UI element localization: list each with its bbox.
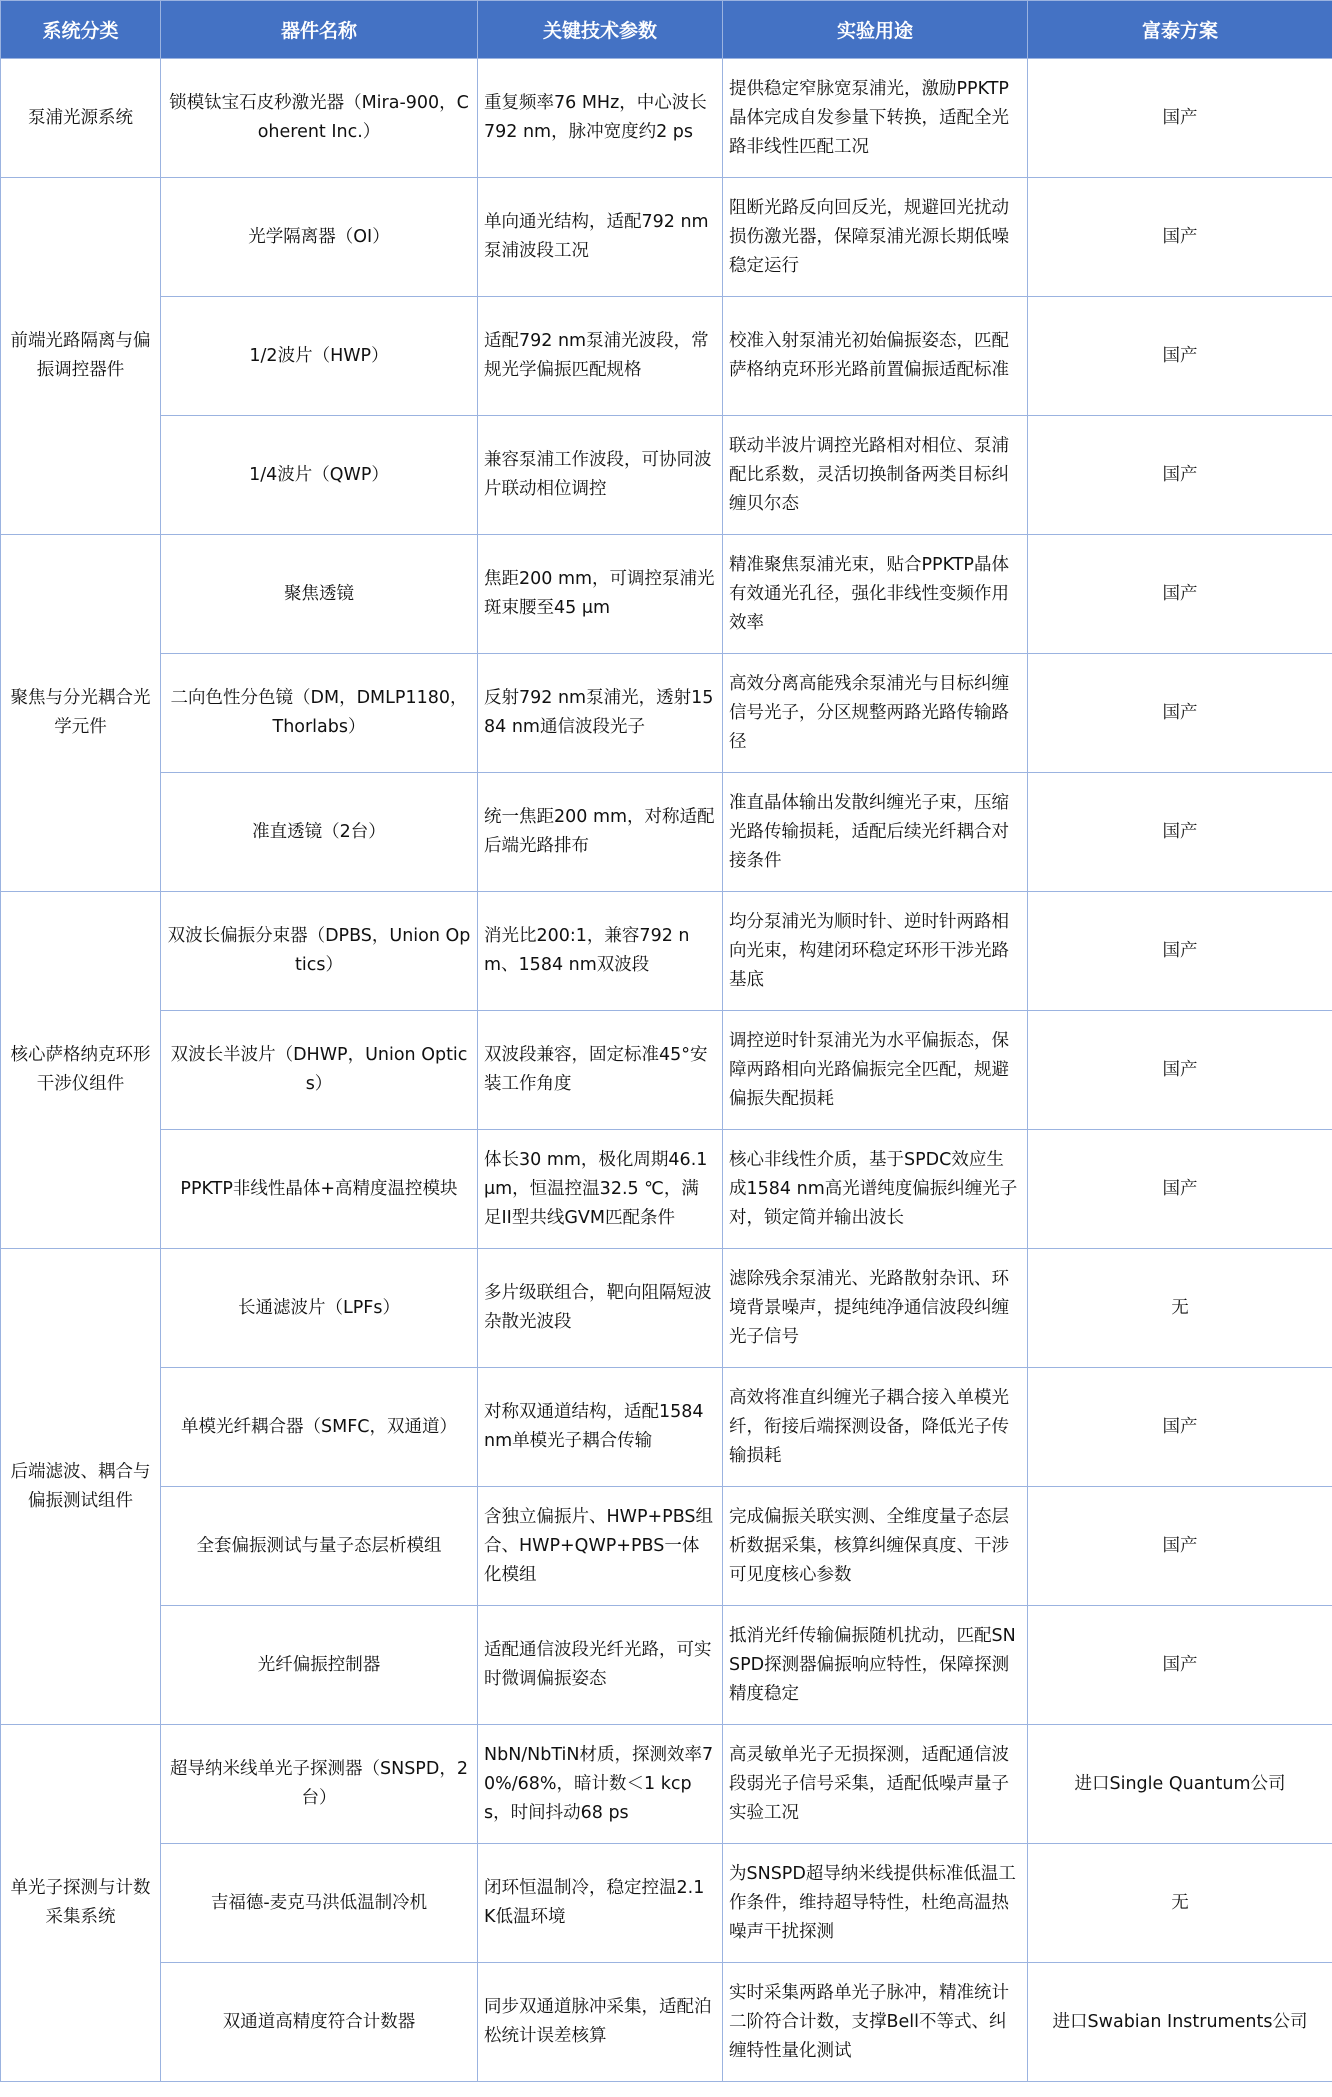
params-cell: 双波段兼容，固定标准45°安装工作角度 xyxy=(478,1011,723,1130)
device-name-cell: 双波长半波片（DHWP，Union Optics） xyxy=(161,1011,478,1130)
params-cell: 统一焦距200 mm，对称适配后端光路排布 xyxy=(478,773,723,892)
category-cell: 聚焦与分光耦合光学元件 xyxy=(1,535,161,892)
plan-cell: 国产 xyxy=(1028,59,1332,178)
usage-cell: 阻断光路反向回反光，规避回光扰动损伤激光器，保障泵浦光源长期低噪稳定运行 xyxy=(723,178,1028,297)
table-row xyxy=(1,1249,1332,1368)
table-row xyxy=(1,1725,1332,1844)
params-cell: 适配通信波段光纤光路，可实时微调偏振姿态 xyxy=(478,1606,723,1725)
plan-cell: 国产 xyxy=(1028,773,1332,892)
usage-cell: 完成偏振关联实测、全维度量子态层析数据采集，核算纠缠保真度、干涉可见度核心参数 xyxy=(723,1487,1028,1606)
table-row xyxy=(1,1487,1332,1606)
plan-cell: 国产 xyxy=(1028,1130,1332,1249)
params-cell: 重复频率76 MHz，中心波长792 nm，脉冲宽度约2 ps xyxy=(478,59,723,178)
usage-cell: 抵消光纤传输偏振随机扰动，匹配SNSPD探测器偏振响应特性，保障探测精度稳定 xyxy=(723,1606,1028,1725)
table-row xyxy=(1,416,1332,535)
plan-cell: 国产 xyxy=(1028,1606,1332,1725)
table-row xyxy=(1,1130,1332,1249)
header-device-name: 器件名称 xyxy=(161,1,478,59)
header-usage: 实验用途 xyxy=(723,1,1028,59)
usage-cell: 为SNSPD超导纳米线提供标准低温工作条件，维持超导特性，杜绝高温热噪声干扰探测 xyxy=(723,1844,1028,1963)
device-name-cell: 1/2波片（HWP） xyxy=(161,297,478,416)
usage-cell: 核心非线性介质，基于SPDC效应生成1584 nm高光谱纯度偏振纠缠光子对，锁定简并输出波长 xyxy=(723,1130,1028,1249)
usage-cell: 联动半波片调控光路相对相位、泵浦配比系数，灵活切换制备两类目标纠缠贝尔态 xyxy=(723,416,1028,535)
category-cell: 后端滤波、耦合与偏振测试组件 xyxy=(1,1249,161,1725)
header-row xyxy=(1,1,1332,59)
table-row xyxy=(1,178,1332,297)
device-name-cell: 光学隔离器（OI） xyxy=(161,178,478,297)
params-cell: 对称双通道结构，适配1584 nm单模光子耦合传输 xyxy=(478,1368,723,1487)
header-key-params: 关键技术参数 xyxy=(478,1,723,59)
table-row xyxy=(1,654,1332,773)
device-name-cell: 1/4波片（QWP） xyxy=(161,416,478,535)
params-cell: 同步双通道脉冲采集，适配泊松统计误差核算 xyxy=(478,1963,723,2082)
device-name-cell: 长通滤波片（LPFs） xyxy=(161,1249,478,1368)
device-name-cell: PPKTP非线性晶体+高精度温控模块 xyxy=(161,1130,478,1249)
table-row xyxy=(1,1011,1332,1130)
params-cell: NbN/NbTiN材质，探测效率70%/68%，暗计数＜1 kcps，时间抖动68 ps xyxy=(478,1725,723,1844)
params-cell: 适配792 nm泵浦光波段，常规光学偏振匹配规格 xyxy=(478,297,723,416)
params-cell: 闭环恒温制冷，稳定控温2.1 K低温环境 xyxy=(478,1844,723,1963)
params-cell: 体长30 mm，极化周期46.1 μm，恒温控温32.5 ℃，满足II型共线GVM匹配条件 xyxy=(478,1130,723,1249)
usage-cell: 准直晶体输出发散纠缠光子束，压缩光路传输损耗，适配后续光纤耦合对接条件 xyxy=(723,773,1028,892)
plan-cell: 无 xyxy=(1028,1844,1332,1963)
header-category: 系统分类 xyxy=(1,1,161,59)
usage-cell: 均分泵浦光为顺时针、逆时针两路相向光束，构建闭环稳定环形干涉光路基底 xyxy=(723,892,1028,1011)
params-cell: 多片级联组合，靶向阻隔短波杂散光波段 xyxy=(478,1249,723,1368)
table-row xyxy=(1,1963,1332,2082)
usage-cell: 调控逆时针泵浦光为水平偏振态，保障两路相向光路偏振完全匹配，规避偏振失配损耗 xyxy=(723,1011,1028,1130)
device-name-cell: 二向色性分色镜（DM，DMLP1180，Thorlabs） xyxy=(161,654,478,773)
header-plan: 富泰方案 xyxy=(1028,1,1332,59)
table-row xyxy=(1,1368,1332,1487)
device-name-cell: 锁模钛宝石皮秒激光器（Mira-900，Coherent Inc.） xyxy=(161,59,478,178)
params-cell: 反射792 nm泵浦光，透射1584 nm通信波段光子 xyxy=(478,654,723,773)
params-cell: 含独立偏振片、HWP+PBS组合、HWP+QWP+PBS一体化模组 xyxy=(478,1487,723,1606)
category-cell: 核心萨格纳克环形干涉仪组件 xyxy=(1,892,161,1249)
plan-cell: 国产 xyxy=(1028,1487,1332,1606)
usage-cell: 实时采集两路单光子脉冲，精准统计二阶符合计数，支撑Bell不等式、纠缠特性量化测试 xyxy=(723,1963,1028,2082)
plan-cell: 国产 xyxy=(1028,297,1332,416)
table-row xyxy=(1,1606,1332,1725)
table-row xyxy=(1,59,1332,178)
plan-cell: 国产 xyxy=(1028,1368,1332,1487)
device-name-cell: 光纤偏振控制器 xyxy=(161,1606,478,1725)
category-cell: 前端光路隔离与偏振调控器件 xyxy=(1,178,161,535)
usage-cell: 高效将准直纠缠光子耦合接入单模光纤，衔接后端探测设备，降低光子传输损耗 xyxy=(723,1368,1028,1487)
table-row xyxy=(1,773,1332,892)
device-name-cell: 双波长偏振分束器（DPBS，Union Optics） xyxy=(161,892,478,1011)
plan-cell: 国产 xyxy=(1028,654,1332,773)
usage-cell: 校准入射泵浦光初始偏振姿态，匹配萨格纳克环形光路前置偏振适配标准 xyxy=(723,297,1028,416)
usage-cell: 提供稳定窄脉宽泵浦光，激励PPKTP晶体完成自发参量下转换，适配全光路非线性匹配工况 xyxy=(723,59,1028,178)
plan-cell: 国产 xyxy=(1028,535,1332,654)
table-row xyxy=(1,892,1332,1011)
table-row xyxy=(1,1844,1332,1963)
device-name-cell: 双通道高精度符合计数器 xyxy=(161,1963,478,2082)
device-name-cell: 聚焦透镜 xyxy=(161,535,478,654)
category-cell: 泵浦光源系统 xyxy=(1,59,161,178)
usage-cell: 滤除残余泵浦光、光路散射杂讯、环境背景噪声，提纯纯净通信波段纠缠光子信号 xyxy=(723,1249,1028,1368)
plan-cell: 国产 xyxy=(1028,1011,1332,1130)
usage-cell: 高效分离高能残余泵浦光与目标纠缠信号光子，分区规整两路光路传输路径 xyxy=(723,654,1028,773)
usage-cell: 高灵敏单光子无损探测，适配通信波段弱光子信号采集，适配低噪声量子实验工况 xyxy=(723,1725,1028,1844)
device-name-cell: 单模光纤耦合器（SMFC，双通道） xyxy=(161,1368,478,1487)
plan-cell: 国产 xyxy=(1028,416,1332,535)
plan-cell: 进口Swabian Instruments公司 xyxy=(1028,1963,1332,2082)
params-cell: 兼容泵浦工作波段，可协同波片联动相位调控 xyxy=(478,416,723,535)
params-cell: 消光比200:1，兼容792 nm、1584 nm双波段 xyxy=(478,892,723,1011)
plan-cell: 无 xyxy=(1028,1249,1332,1368)
table-row xyxy=(1,297,1332,416)
plan-cell: 国产 xyxy=(1028,178,1332,297)
table-row xyxy=(1,535,1332,654)
device-name-cell: 全套偏振测试与量子态层析模组 xyxy=(161,1487,478,1606)
params-cell: 单向通光结构，适配792 nm泵浦波段工况 xyxy=(478,178,723,297)
device-name-cell: 准直透镜（2台） xyxy=(161,773,478,892)
plan-cell: 国产 xyxy=(1028,892,1332,1011)
device-name-cell: 吉福德-麦克马洪低温制冷机 xyxy=(161,1844,478,1963)
category-cell: 单光子探测与计数采集系统 xyxy=(1,1725,161,2082)
device-name-cell: 超导纳米线单光子探测器（SNSPD，2台） xyxy=(161,1725,478,1844)
plan-cell: 进口Single Quantum公司 xyxy=(1028,1725,1332,1844)
usage-cell: 精准聚焦泵浦光束，贴合PPKTP晶体有效通光孔径，强化非线性变频作用效率 xyxy=(723,535,1028,654)
params-cell: 焦距200 mm，可调控泵浦光斑束腰至45 μm xyxy=(478,535,723,654)
